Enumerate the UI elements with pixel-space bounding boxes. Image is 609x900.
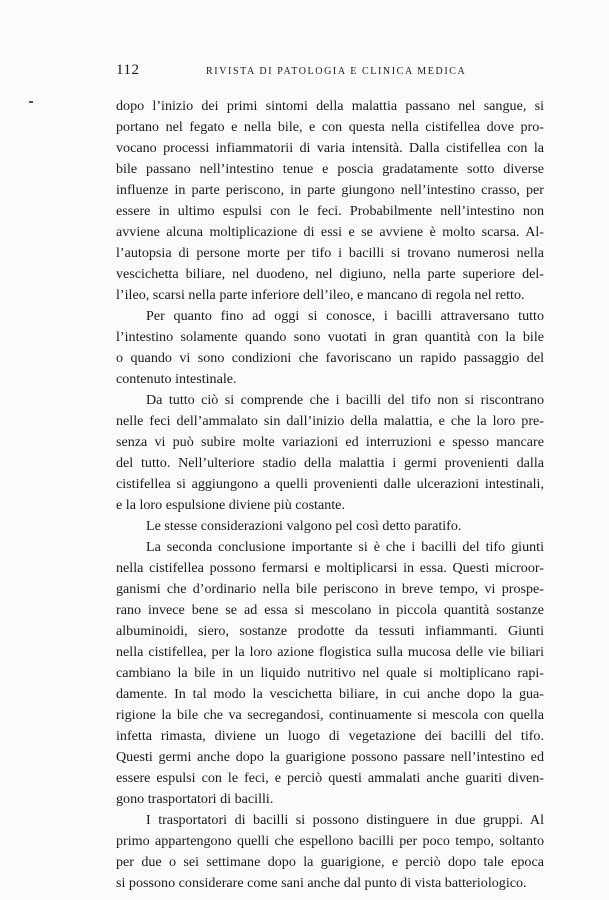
text-line: rano invece bene se ad essa si mescolano in piccola quantità sostanze xyxy=(116,602,544,618)
text-line: La seconda conclusione importante si è che i bacilli del tifo giunti xyxy=(146,539,544,555)
text-line: l’autopsia di persone morte per tifo i bacilli si trovano numerosi nella xyxy=(116,245,544,261)
text-line: avviene alcuna moltiplicazione di essi e se avviene è molto scarsa. Al- xyxy=(116,224,544,240)
text-line: l’ileo, scarsi nella parte inferiore dell’ileo, e mancano di regola nel retto. xyxy=(116,287,525,303)
text-line: ganismi che d’ordinario nella bile periscono in breve tempo, vi prospe- xyxy=(116,581,544,597)
text-line: nella cistifellea possono fermarsi e moltiplicarsi in essa. Questi microor- xyxy=(116,560,544,576)
text-line: cambiano la bile in un liquido nutritivo nel quale si moltiplicano rapi- xyxy=(116,665,544,681)
text-line: influenze in parte periscono, in parte giungono nell’intestino crasso, per xyxy=(116,182,544,198)
text-line: Le stesse considerazioni valgono pel così detto paratifo. xyxy=(146,518,462,534)
running-title: RIVISTA DI PATOLOGIA E CLINICA MEDICA xyxy=(206,66,467,77)
text-line: bile passano nell’intestino tenue e poscia gradatamente sotto diverse xyxy=(116,161,544,177)
text-line: essere espulsi con le feci, e perciò questi ammalati anche guariti diven- xyxy=(116,770,544,786)
text-line: Da tutto ciò si comprende che i bacilli del tifo non si riscontrano xyxy=(146,392,544,408)
text-line: vescichetta biliare, nel duodeno, nel digiuno, nella parte superiore del- xyxy=(116,266,544,282)
text-line: I trasportatori di bacilli si possono distinguere in due gruppi. Al xyxy=(146,812,544,828)
text-line: per due o sei settimane dopo la guarigione, e perciò dopo tale epoca xyxy=(116,854,544,870)
text-line: essere in ultimo espulsi con le feci. Probabilmente nell’intestino non xyxy=(116,203,544,219)
text-line: dopo l’inizio dei primi sintomi della malattia passano nel sangue, si xyxy=(116,98,544,114)
text-line: e la loro espulsione diviene più costante. xyxy=(116,497,345,513)
text-line: l’intestino solamente quando sono vuotati in gran quantità con la bile xyxy=(116,329,544,345)
text-line: si possono considerare come sani anche dal punto di vista batteriologico. xyxy=(116,875,527,891)
text-line: o quando vi sono condizioni che favoriscano un rapido passaggio del xyxy=(116,350,544,366)
text-line: nelle feci dell’ammalato sin dall’inizio della malattia, e che la loro pre- xyxy=(116,413,544,429)
text-line: del tutto. Nell’ulteriore stadio della malattia i germi provenienti dalla xyxy=(116,455,544,471)
text-line: portano nel fegato e nella bile, e con questa nella cistifellea dove pro- xyxy=(116,119,544,135)
text-line: senza vi può subire molte variazioni ed interruzioni e spesso mancare xyxy=(116,434,544,450)
page-header xyxy=(116,62,544,82)
text-line: nella cistifellea, per la loro azione flogistica sulla mucosa delle vie biliari xyxy=(116,644,544,660)
text-line: damente. In tal modo la vescichetta biliare, in cui anche dopo la gua- xyxy=(116,686,544,702)
margin-mark xyxy=(29,101,33,103)
body-text xyxy=(116,96,544,894)
text-line: gono trasportatori di bacilli. xyxy=(116,791,274,807)
text-line: contenuto intestinale. xyxy=(116,371,237,387)
text-line: vocano processi infiammatorii di varia intensità. Dalla cistifellea con la xyxy=(116,140,544,156)
text-line: Questi germi anche dopo la guarigione possono passare nell’intestino ed xyxy=(116,749,544,765)
text-line: albuminoidi, siero, sostanze prodotte da tessuti infiammanti. Giunti xyxy=(116,623,544,639)
text-line: primo appartengono quelli che espellono bacilli per poco tempo, soltanto xyxy=(116,833,544,849)
page-number: 112 xyxy=(116,62,140,78)
text-line: rigione la bile che va secregandosi, continuamente si mescola con quella xyxy=(116,707,544,723)
text-line: Per quanto fino ad oggi si conosce, i bacilli attraversano tutto xyxy=(146,308,544,324)
text-line: cistifellea si aggiungono a quelli provenienti dalle ulcerazioni intestinali, xyxy=(116,476,544,492)
text-line: infetta rimasta, diviene un luogo di vegetazione dei bacilli del tifo. xyxy=(116,728,544,744)
